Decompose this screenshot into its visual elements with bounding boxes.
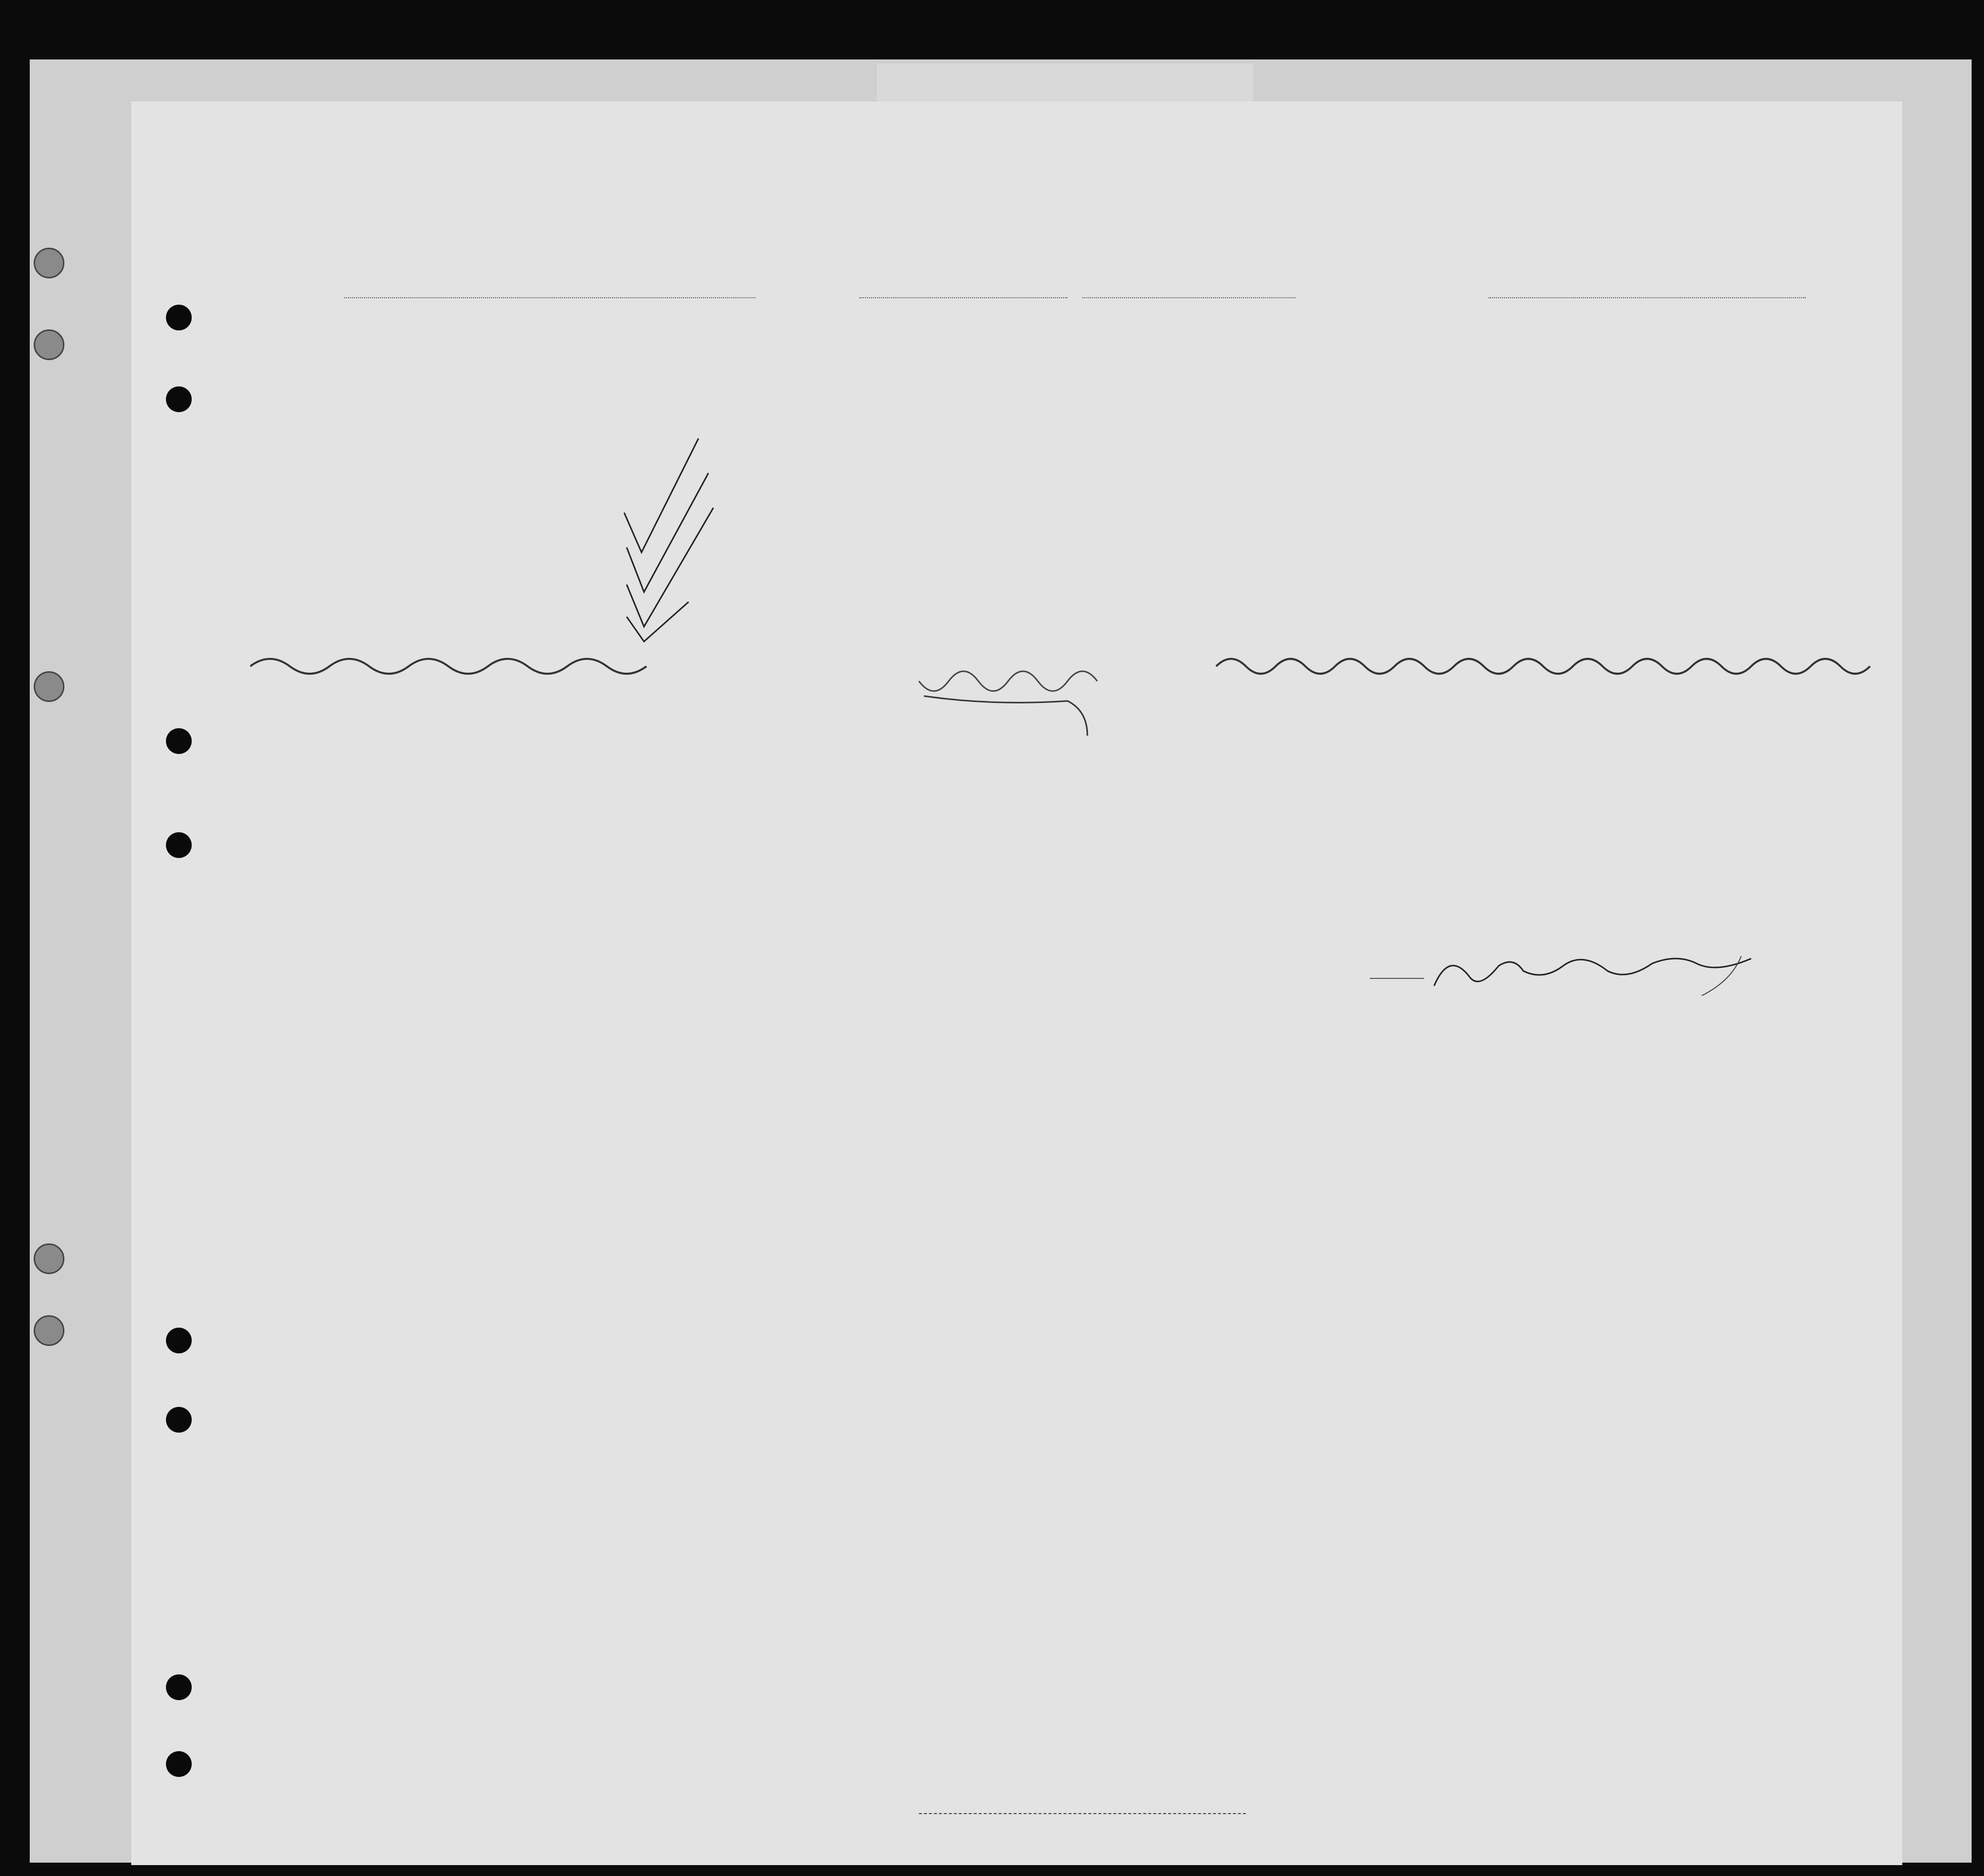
binder-hole xyxy=(34,248,64,278)
consulate-stamp xyxy=(1365,847,1811,1075)
binder-hole xyxy=(34,329,64,360)
binder-hole xyxy=(34,671,64,702)
binder-hole xyxy=(34,1315,64,1346)
check-marks xyxy=(614,414,723,646)
visa-ends-line xyxy=(250,637,1895,736)
manifest-page xyxy=(131,102,1902,1865)
consul-signature xyxy=(1365,951,1771,996)
binder-hole xyxy=(34,1243,64,1274)
inspector-line xyxy=(919,1813,1246,1814)
